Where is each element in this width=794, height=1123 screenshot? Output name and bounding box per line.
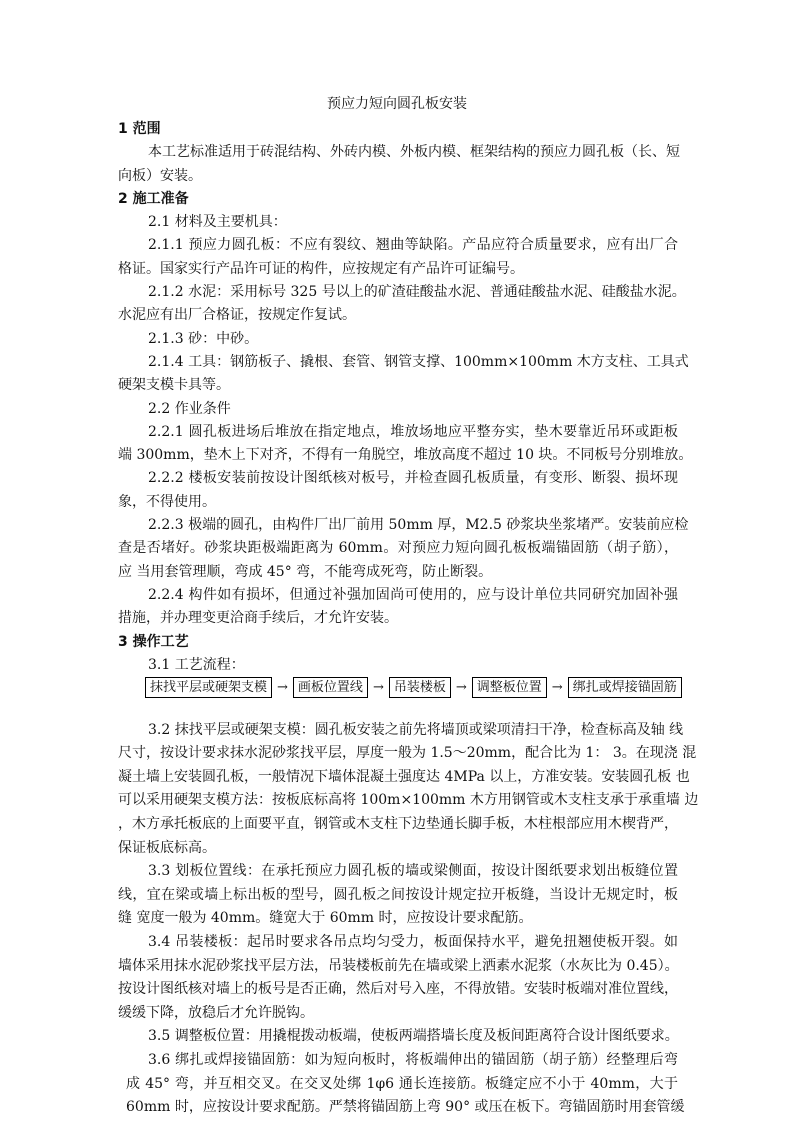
paragraph-line: ，木方承托板底的上面要平直，钢管或木支柱下边垫通长脚手板，木柱根部应用木楔背严， bbox=[118, 816, 678, 832]
document-title: 预应力短向圆孔板安装 bbox=[327, 96, 467, 112]
paragraph-line: 缝 宽度一般为 40mm。缝宽大于 60mm 时，应按设计要求配筋。 bbox=[118, 910, 533, 927]
paragraph-line: 3.2 抹找平层或硬架支模：圆孔板安装之前先将墙顶或梁项清扫干净，检查标高及轴 线 bbox=[148, 721, 684, 738]
section-heading: 2 施工准备 bbox=[118, 190, 189, 207]
flow-arrow: → bbox=[277, 680, 288, 696]
flow-step: 抹找平层或硬架支模 bbox=[145, 677, 272, 698]
paragraph-line: 2.2 作业条件 bbox=[148, 400, 231, 417]
paragraph-line: 3.6 绑扎或焊接锚固筋：如为短向板时，将板端伸出的锚固筋（胡子筋）经整理后弯 bbox=[148, 1051, 678, 1068]
paragraph-line: 向板）安装。 bbox=[118, 167, 202, 184]
paragraph-line: 3.1 工艺流程： bbox=[148, 656, 245, 673]
flow-step: 吊装楼板 bbox=[389, 677, 451, 698]
sections-after-flow bbox=[118, 719, 699, 1120]
paragraph-line: 3.3 划板位置线：在承托预应力圆孔板的墙或梁侧面，按设计图纸要求划出板缝位置 bbox=[148, 863, 678, 880]
paragraph-line: 象，不得使用。 bbox=[118, 493, 216, 510]
paragraph-line: 格证。国家实行产品许可证的构件，应按规定有产品许可证编号。 bbox=[118, 260, 524, 277]
paragraph-line: 应 当用套管理顺，弯成 45° 弯，不能弯成死弯，防止断裂。 bbox=[118, 563, 493, 580]
flow-arrow: → bbox=[551, 680, 563, 696]
paragraph-line: 3.4 吊装楼板：起吊时要求各吊点均匀受力，板面保持水平，避免扭翘使板开裂。如 bbox=[148, 933, 678, 950]
paragraph-line: 本工艺标准适用于砖混结构、外砖内模、外板内模、框架结构的预应力圆孔板（长、短 bbox=[148, 144, 680, 161]
paragraph-line: 2.1 材料及主要机具： bbox=[148, 214, 287, 231]
flow-arrow: → bbox=[455, 680, 467, 696]
paragraph-line: 60mm 时，应按设计要求配筋。严禁将锚固筋上弯 90° 或压在板下。弯锚固筋时用套管缓 bbox=[126, 1099, 685, 1116]
paragraph-line: 尺寸，按设计要求抹水泥砂浆找平层，厚度一般为 1.5～20mm，配合比为 1： 3。在现浇 混 bbox=[118, 745, 697, 762]
paragraph-line: 可以采用硬架支模方法：按板底标高将 100m×100mm 木方用钢管或木支柱支承于承重墙 边 bbox=[118, 792, 699, 809]
paragraph-line: 2.1.2 水泥：采用标号 325 号以上的矿渣硅酸盐水泥、普通硅酸盐水泥、硅酸盐水泥。 bbox=[148, 284, 686, 301]
flow-step: 绑扎或焊接锚固筋 bbox=[568, 677, 682, 698]
flow-step: 调整板位置 bbox=[472, 677, 547, 698]
paragraph-line: 缓缓下降，放稳后才允许脱钩。 bbox=[118, 1004, 314, 1021]
paragraph-line: 措施，并办理变更洽商手续后，才允许安装。 bbox=[118, 610, 398, 627]
section-heading: 3 操作工艺 bbox=[118, 633, 189, 650]
paragraph-line: 成 45° 弯，并互相交叉。在交叉处绑 1φ6 通长连接筋。板缝定应不小于 40mm，大于 bbox=[126, 1075, 678, 1092]
paragraph-line: 2.1.4 工具：钢筋板子、撬根、套管、钢管支撑、100mm×100mm 木方支柱、工具式 bbox=[148, 353, 689, 370]
paragraph-line: 按设计图纸核对墙上的板号是否正确，然后对号入座，不得放错。安装时板端对准位置线， bbox=[118, 981, 678, 998]
paragraph-line: 2.1.1 预应力圆孔板：不应有裂纹、翘曲等缺陷。产品应符合质量要求，应有出厂合 bbox=[148, 237, 678, 254]
paragraph-line: 端 300mm，垫木上下对齐，不得有一角脱空，堆放高度不超过 10 块。不同板号分别堆放。 bbox=[118, 447, 693, 464]
paragraph-line: 2.2.2 楼板安装前按设计图纸核对板号，并检查圆孔板质量，有变形、断裂、损坏现 bbox=[148, 470, 678, 487]
paragraph-line: 查是否堵好。砂浆块距极端距离为 60mm。对预应力短向圆孔板板端锚固筋（胡子筋）， bbox=[118, 540, 678, 557]
paragraph-line: 2.2.1 圆孔板进场后堆放在指定地点，堆放场地应平整夯实，垫木要靠近吊环或距板 bbox=[148, 423, 678, 440]
paragraph-line: 2.2.3 极端的圆孔，由构件厂出厂前用 50mm 厚，M2.5 砂浆块坐浆堵严。安装前应检 bbox=[148, 517, 689, 534]
document-body bbox=[118, 118, 699, 1120]
section-heading: 1 范围 bbox=[118, 121, 161, 137]
paragraph-line: 墙体采用抹水泥砂浆找平层方法，吊装楼板前先在墙或梁上洒素水泥浆（水灰比为 0.45）。 bbox=[118, 957, 679, 974]
paragraph-line: 保证板底标高。 bbox=[118, 839, 216, 856]
paragraph-line: 2.1.3 砂：中砂。 bbox=[148, 330, 259, 347]
flow-step: 画板位置线 bbox=[293, 677, 368, 698]
paragraph-line: 硬架支模卡具等。 bbox=[118, 377, 230, 394]
paragraph-line: 水泥应有出厂合格证，按规定作复试。 bbox=[118, 307, 356, 324]
paragraph-line: 2.2.4 构件如有损坏，但通过补强加固尚可使用的，应与设计单位共同研究加固补强 bbox=[148, 586, 678, 603]
process-flow-diagram bbox=[118, 677, 678, 719]
flow-arrow: → bbox=[372, 680, 384, 696]
paragraph-line: 3.5 调整板位置：用撬棍拨动板端，使板两端搭墙长度及板间距离符合设计图纸要求。 bbox=[148, 1028, 679, 1045]
paragraph-line: 线，宜在梁或墙上标出板的型号，圆孔板之间按设计规定拉开板缝，当设计无规定时，板 bbox=[118, 886, 678, 903]
sections-before-flow bbox=[118, 118, 693, 677]
paragraph-line: 凝土墙上安装圆孔板，一般情况下墙体混凝土强度达 4MPa 以上，方准安装。安装圆孔板 也 bbox=[118, 768, 690, 785]
